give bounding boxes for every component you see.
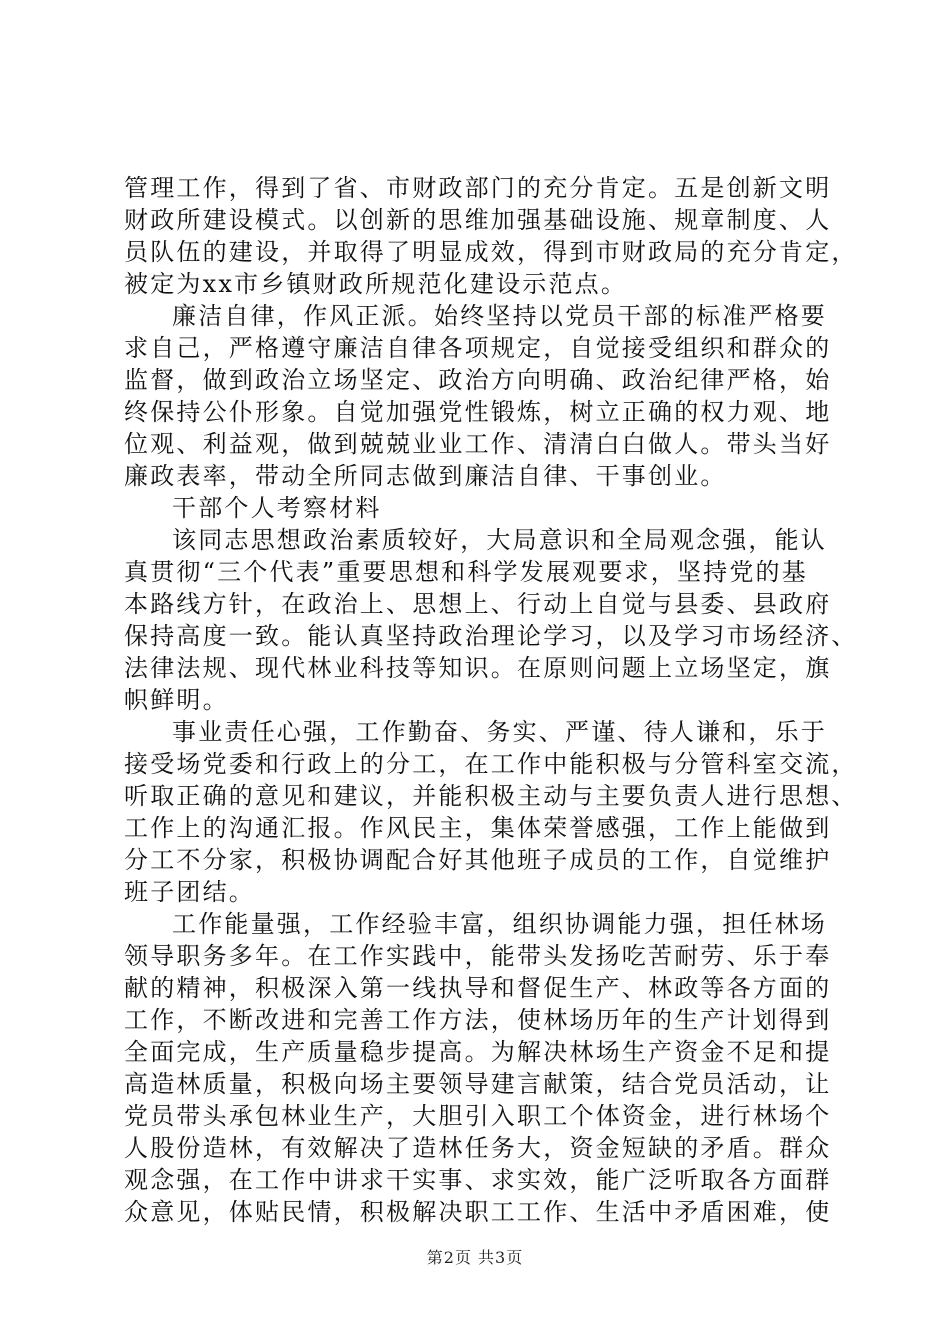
text-line: 工作能量强，工作经验丰富，组织协调能力强，担任林场 <box>172 910 827 938</box>
text-line: 众意见，体贴民情，积极解决职工工作、生活中矛盾困难，使 <box>124 1198 832 1226</box>
text-line: 帜鲜明。 <box>124 686 229 714</box>
text-line: 管理工作，得到了省、市财政部门的充分肯定。五是创新文明 <box>124 174 832 202</box>
text-line: 终保持公仆形象。自觉加强党性锻炼，树立正确的权力观、地 <box>124 398 832 426</box>
paragraph <box>124 300 836 492</box>
text-line: 领导职务多年。在工作实践中，能带头发扬吃苦耐劳、乐于奉 <box>124 942 832 970</box>
text-line: 观念强，在工作中讲求干实事、求实效，能广泛听取各方面群 <box>124 1166 832 1194</box>
text-line: 廉政表率，带动全所同志做到廉洁自律、干事创业。 <box>124 462 727 490</box>
text-line: 党员带头承包林业生产，大胆引入职工个体资金，进行林场个 <box>124 1102 832 1130</box>
text-line: 员队伍的建设，并取得了明显成效，得到市财政局的充分肯定， <box>124 238 858 266</box>
paragraph <box>124 908 836 1228</box>
text-line: 本路线方针，在政治上、思想上、行动上自觉与县委、县政府 <box>124 590 832 618</box>
text-line: 监督，做到政治立场坚定、政治方向明确、政治纪律严格，始 <box>124 366 832 394</box>
text-line: 法律法规、现代林业科技等知识。在原则问题上立场坚定，旗 <box>124 654 832 682</box>
text-line: 位观、利益观，做到兢兢业业工作、清清白白做人。带头当好 <box>124 430 832 458</box>
text-line: 献的精神，积极深入第一线执导和督促生产、林政等各方面的 <box>124 974 832 1002</box>
text-line: 被定为xx市乡镇财政所规范化建设示范点。 <box>124 270 628 298</box>
text-line: 求自己，严格遵守廉洁自律各项规定，自觉接受组织和群众的 <box>124 334 832 362</box>
text-line: 干部个人考察材料 <box>172 494 382 522</box>
text-line: 保持高度一致。能认真坚持政治理论学习，以及学习市场经济、 <box>124 622 858 650</box>
text-line: 人股份造林，有效解决了造林任务大，资金短缺的矛盾。群众 <box>124 1134 832 1162</box>
text-line: 该同志思想政治素质较好，大局意识和全局观念强，能认 <box>172 526 827 554</box>
text-line: 听取正确的意见和建议，并能积极主动与主要负责人进行思想、 <box>124 782 858 810</box>
paragraph <box>124 172 858 300</box>
text-line: 事业责任心强，工作勤奋、务实、严谨、待人谦和，乐于 <box>172 718 827 746</box>
text-line: 工作上的沟通汇报。作风民主，集体荣誉感强，工作上能做到 <box>124 814 832 842</box>
text-line: 廉洁自律，作风正派。始终坚持以党员干部的标准严格要 <box>172 302 827 330</box>
page-footer: 第2页 共3页 <box>426 1248 524 1267</box>
paragraph <box>124 716 858 908</box>
text-line: 真贯彻“三个代表”重要思想和科学发展观要求，坚持党的基 <box>124 558 808 586</box>
paragraph <box>124 524 858 716</box>
document-body <box>124 172 858 1228</box>
text-line: 全面完成，生产质量稳步提高。为解决林场生产资金不足和提 <box>124 1038 832 1066</box>
paragraph <box>124 492 836 524</box>
text-line: 分工不分家，积极协调配合好其他班子成员的工作，自觉维护 <box>124 846 832 874</box>
text-line: 财政所建设模式。以创新的思维加强基础设施、规章制度、人 <box>124 206 832 234</box>
text-line: 接受场党委和行政上的分工，在工作中能积极与分管科室交流， <box>124 750 858 778</box>
text-line: 班子团结。 <box>124 878 255 906</box>
text-line: 高造林质量，积极向场主要领导建言献策，结合党员活动，让 <box>124 1070 832 1098</box>
text-line: 工作，不断改进和完善工作方法，使林场历年的生产计划得到 <box>124 1006 832 1034</box>
